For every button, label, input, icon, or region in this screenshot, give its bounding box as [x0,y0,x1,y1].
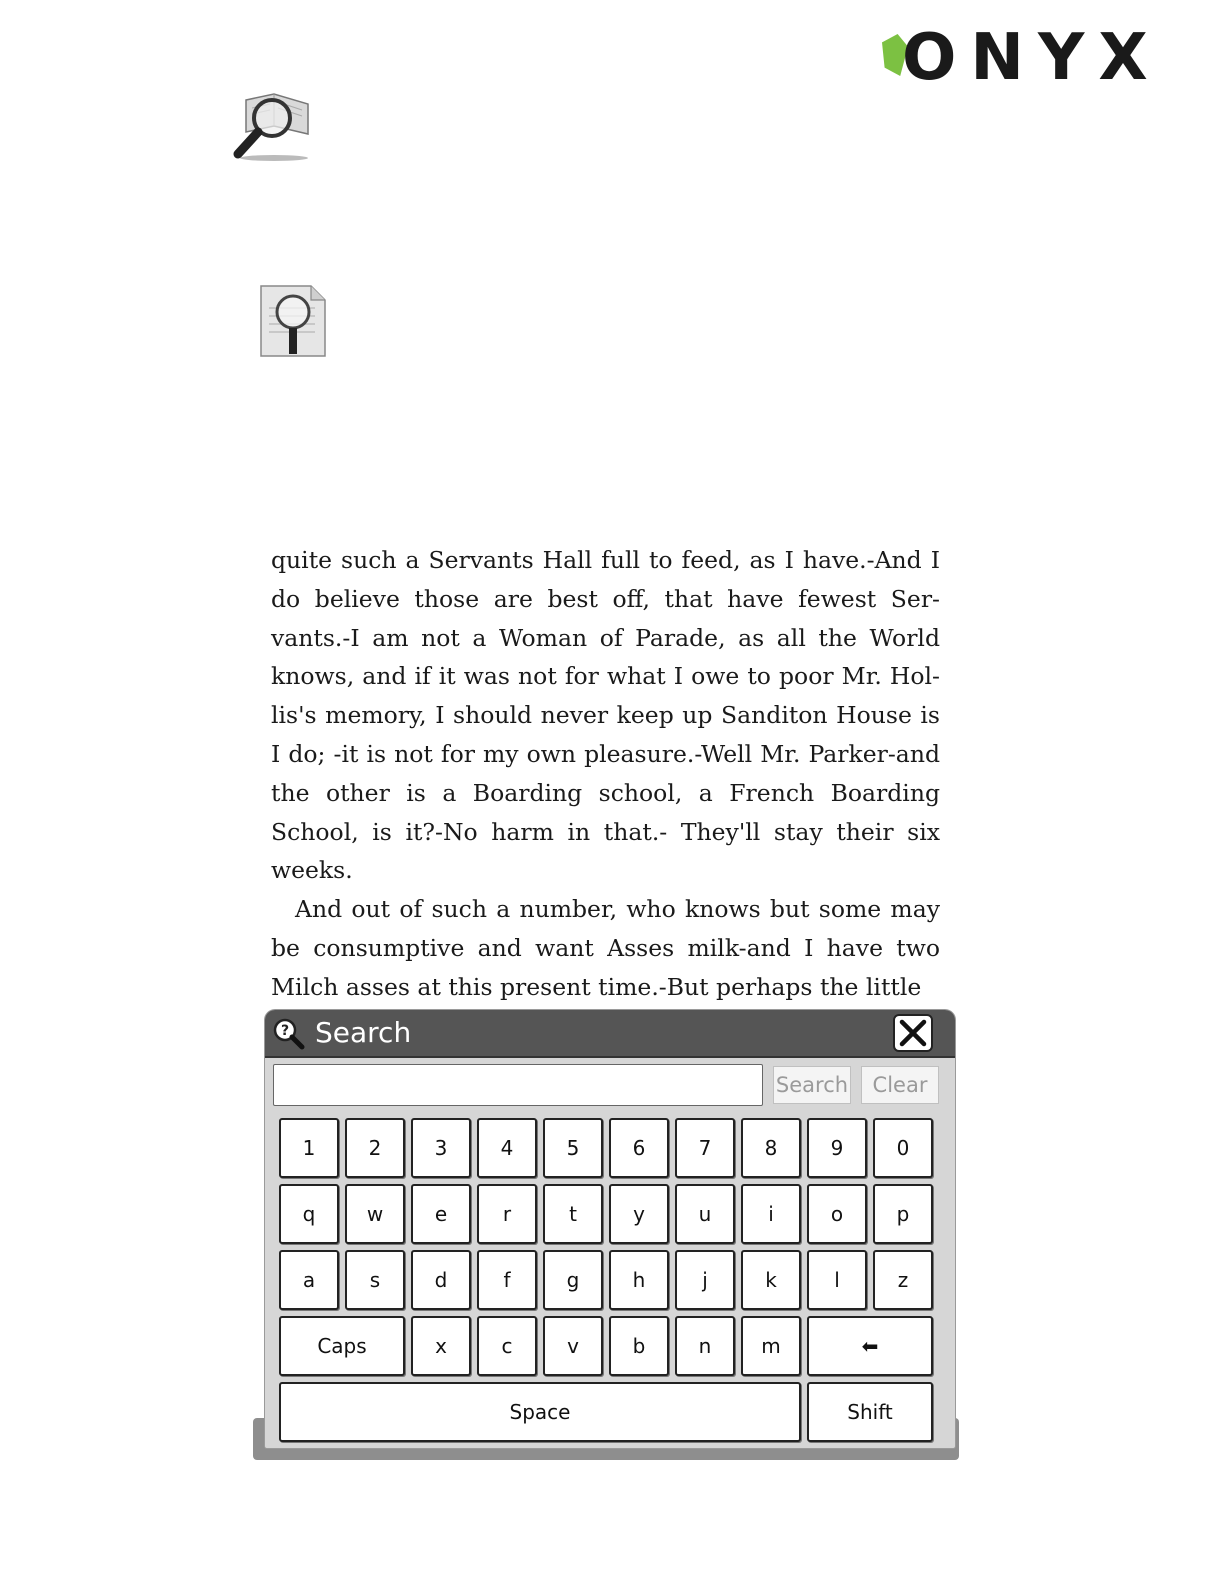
logo-text: ONYX [902,21,1162,95]
search-input[interactable] [273,1064,763,1106]
caps-key[interactable]: Caps [279,1316,405,1376]
close-button[interactable] [893,1014,933,1052]
onyx-logo [880,21,1170,95]
key-e[interactable]: e [411,1184,471,1244]
key-6[interactable]: 6 [609,1118,669,1178]
key-j[interactable]: j [675,1250,735,1310]
key-i[interactable]: i [741,1184,801,1244]
key-o[interactable]: o [807,1184,867,1244]
backspace-key[interactable] [807,1316,933,1376]
paragraph: And out of such a number, who knows but some may be consumptive and want Asses milk-and I have two Milch asses at this present time.-But perhaps the little [271,895,940,1001]
key-1[interactable]: 1 [279,1118,339,1178]
key-c[interactable]: c [477,1316,537,1376]
key-l[interactable]: l [807,1250,867,1310]
key-s[interactable]: s [345,1250,405,1310]
key-p[interactable]: p [873,1184,933,1244]
backspace-icon: ⬅ [861,1334,879,1358]
dialog-title: Search [315,1016,412,1049]
search-help-icon [271,1016,305,1050]
key-f[interactable]: f [477,1250,537,1310]
key-g[interactable]: g [543,1250,603,1310]
paragraph: quite such a Servants Hall full to feed, as I have.-And I do believe those are best off, that have fewest Ser-vants.-I am not a Woman of Parade, as all the World knows, and if it was not for what I owe to poor Mr. Hol-lis's memory, I should never keep up Sanditon House is I do; -it is not for my own pleasure.-Well Mr. Parker-and the other is a Boarding school, a French Boarding School, is it?-No harm in that.- They'll stay their six weeks. [271,546,940,885]
key-r[interactable]: r [477,1184,537,1244]
clear-button[interactable]: Clear [861,1066,939,1104]
key-2[interactable]: 2 [345,1118,405,1178]
book-page-text [271,541,940,1007]
key-3[interactable]: 3 [411,1118,471,1178]
key-x[interactable]: x [411,1316,471,1376]
search-button[interactable]: Search [773,1066,851,1104]
search-dialog [265,1010,955,1448]
key-4[interactable]: 4 [477,1118,537,1178]
close-icon [895,1016,931,1050]
key-n[interactable]: n [675,1316,735,1376]
key-w[interactable]: w [345,1184,405,1244]
dialog-titlebar [265,1010,955,1058]
document-search-icon [255,282,331,362]
shift-key[interactable]: Shift [807,1382,933,1442]
book-search-icon [228,88,318,164]
key-q[interactable]: q [279,1184,339,1244]
key-8[interactable]: 8 [741,1118,801,1178]
key-a[interactable]: a [279,1250,339,1310]
key-b[interactable]: b [609,1316,669,1376]
space-key[interactable]: Space [279,1382,801,1442]
key-7[interactable]: 7 [675,1118,735,1178]
key-y[interactable]: y [609,1184,669,1244]
key-v[interactable]: v [543,1316,603,1376]
key-d[interactable]: d [411,1250,471,1310]
key-k[interactable]: k [741,1250,801,1310]
key-h[interactable]: h [609,1250,669,1310]
key-5[interactable]: 5 [543,1118,603,1178]
key-0[interactable]: 0 [873,1118,933,1178]
key-t[interactable]: t [543,1184,603,1244]
key-9[interactable]: 9 [807,1118,867,1178]
key-m[interactable]: m [741,1316,801,1376]
svg-text:?: ? [280,1023,290,1039]
key-z[interactable]: z [873,1250,933,1310]
key-u[interactable]: u [675,1184,735,1244]
